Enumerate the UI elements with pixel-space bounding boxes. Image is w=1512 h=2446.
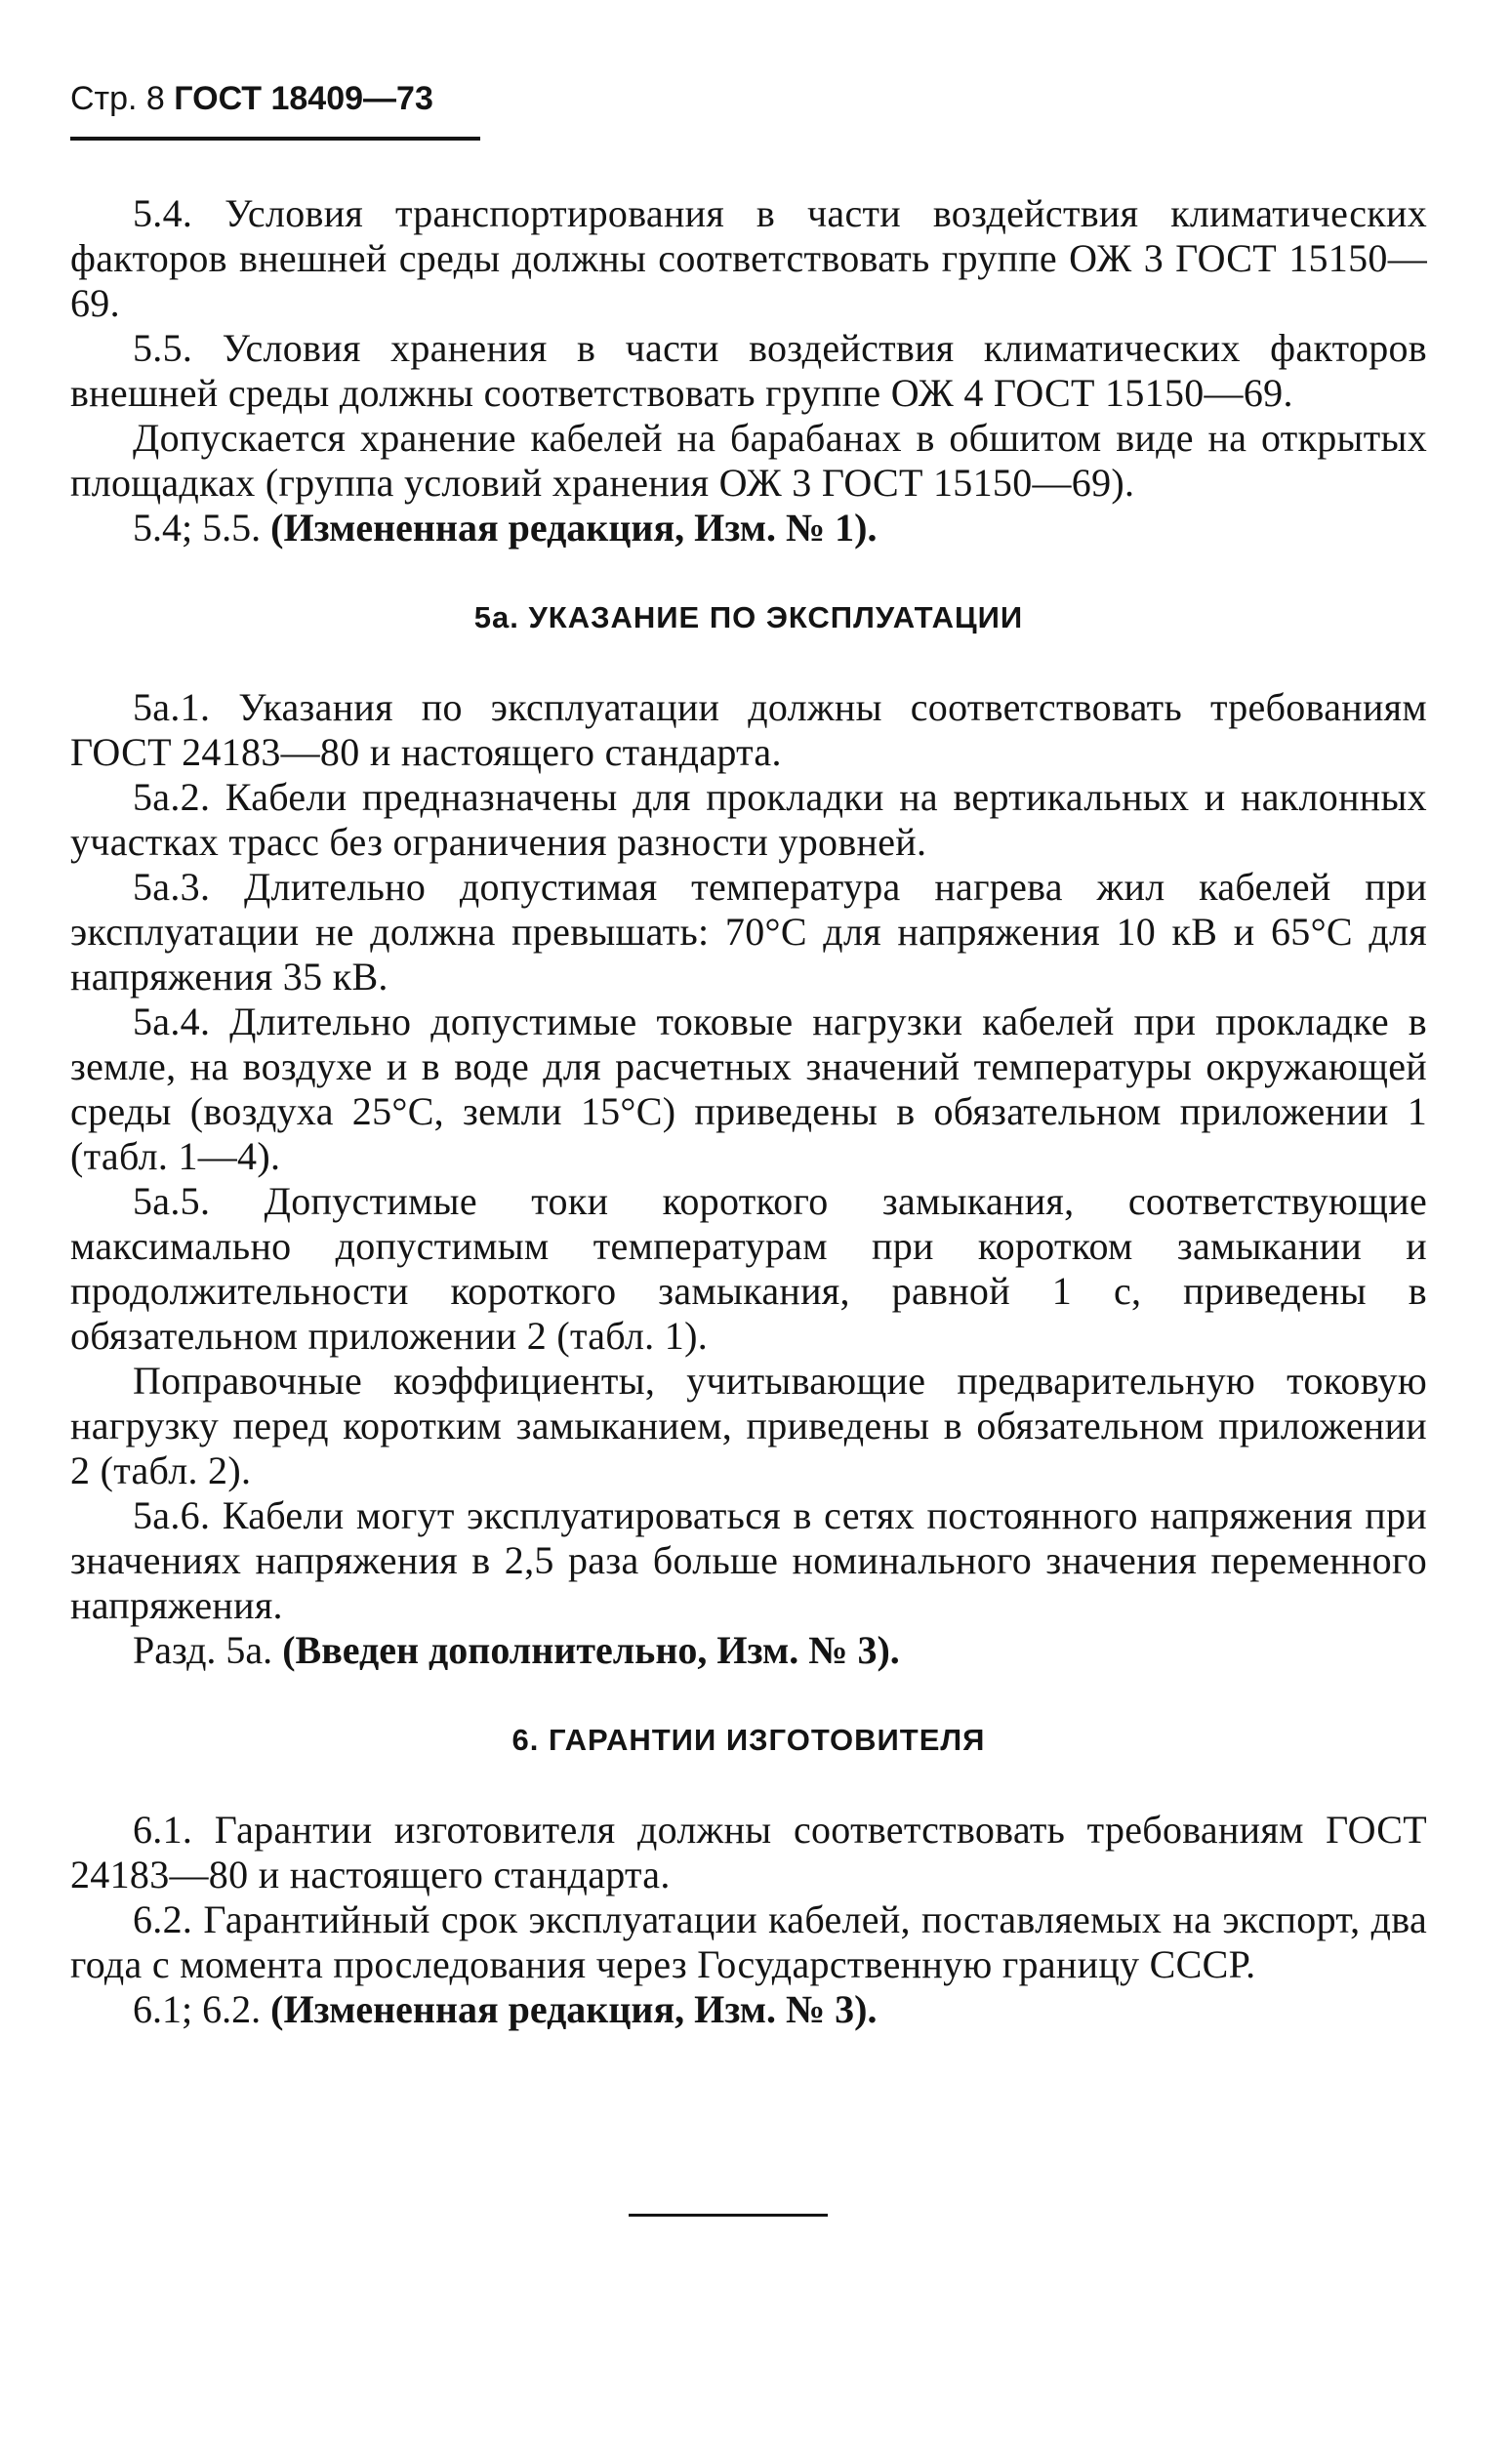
clause-6-1: 6.1. Гарантии изготовителя должны соответствовать требованиям ГОСТ 24183—80 и настоящего стандарта.	[70, 1808, 1427, 1896]
page-number: Стр. 8	[70, 80, 165, 117]
amendment-note-ref: 6.1; 6.2.	[133, 1987, 262, 2031]
document-body	[70, 191, 1427, 2032]
header-rule	[70, 137, 480, 141]
clause-5-5-storage-allowance: Допускается хранение кабелей на барабанах в обшитом виде на открытых площадках (группа условий хранения ОЖ 3 ГОСТ 15150—69).	[70, 416, 1427, 505]
clause-5a-4: 5а.4. Длительно допустимые токовые нагрузки кабелей при прокладке в земле, на воздухе и в воде для расчетных значений температуры окружающей среды (воздуха 25°С, земли 15°С) приведены в обязательном приложении 1 (табл. 1—4).	[70, 999, 1427, 1178]
clause-6-2: 6.2. Гарантийный срок эксплуатации кабелей, поставляемых на экспорт, два года с момента проследования через Государственную границу СССР.	[70, 1897, 1427, 1986]
clause-5a-2: 5а.2. Кабели предназначены для прокладки на вертикальных и наклонных участках трасс без ограничения разности уровней.	[70, 775, 1427, 864]
section-6-title: 6. ГАРАНТИИ ИЗГОТОВИТЕЛЯ	[511, 1723, 986, 1757]
clause-5a-5-correction: Поправочные коэффициенты, учитывающие предварительную токовую нагрузку перед коротким замыканием, приведены в обязательном приложении 2 (табл. 2).	[70, 1359, 1427, 1492]
clause-5-5: 5.5. Условия хранения в части воздействия климатических факторов внешней среды должны соответствовать группе ОЖ 4 ГОСТ 15150—69.	[70, 326, 1427, 415]
amendment-note-ref: Разд. 5а.	[133, 1628, 273, 1672]
page-header	[70, 80, 433, 118]
end-rule	[629, 2214, 828, 2217]
amendment-note-5a	[70, 1628, 1427, 1673]
amendment-note-text: (Введен дополнительно, Изм. № 3).	[282, 1628, 900, 1672]
clause-5a-6: 5а.6. Кабели могут эксплуатироваться в сетях постоянного напряжения при значениях напряжения в 2,5 раза больше номинального значения переменного напряжения.	[70, 1493, 1427, 1627]
amendment-note-ref: 5.4; 5.5.	[133, 506, 262, 550]
amendment-note-6	[70, 1987, 1427, 2032]
amendment-note-text: (Измененная редакция, Изм. № 1).	[270, 506, 878, 550]
clause-5-4: 5.4. Условия транспортирования в части воздействия климатических факторов внешней среды должны соответствовать группе ОЖ 3 ГОСТ 15150—69.	[70, 191, 1427, 325]
clause-5a-1: 5а.1. Указания по эксплуатации должны соответствовать требованиям ГОСТ 24183—80 и настоящего стандарта.	[70, 685, 1427, 774]
clause-5a-5: 5а.5. Допустимые токи короткого замыкания, соответствующие максимально допустимым температурам при коротком замыкании и продолжительности короткого замыкания, равной 1 с, приведены в обязательном приложении 2 (табл. 1).	[70, 1179, 1427, 1358]
clause-5a-3: 5а.3. Длительно допустимая температура нагрева жил кабелей при эксплуатации не должна превышать: 70°С для напряжения 10 кВ и 65°С для напряжения 35 кВ.	[70, 865, 1427, 999]
amendment-note-5	[70, 506, 1427, 550]
amendment-note-text: (Измененная редакция, Изм. № 3).	[270, 1987, 878, 2031]
section-5a-title: 5а. УКАЗАНИЕ ПО ЭКСПЛУАТАЦИИ	[473, 600, 1024, 634]
document-code: ГОСТ 18409—73	[174, 80, 433, 117]
